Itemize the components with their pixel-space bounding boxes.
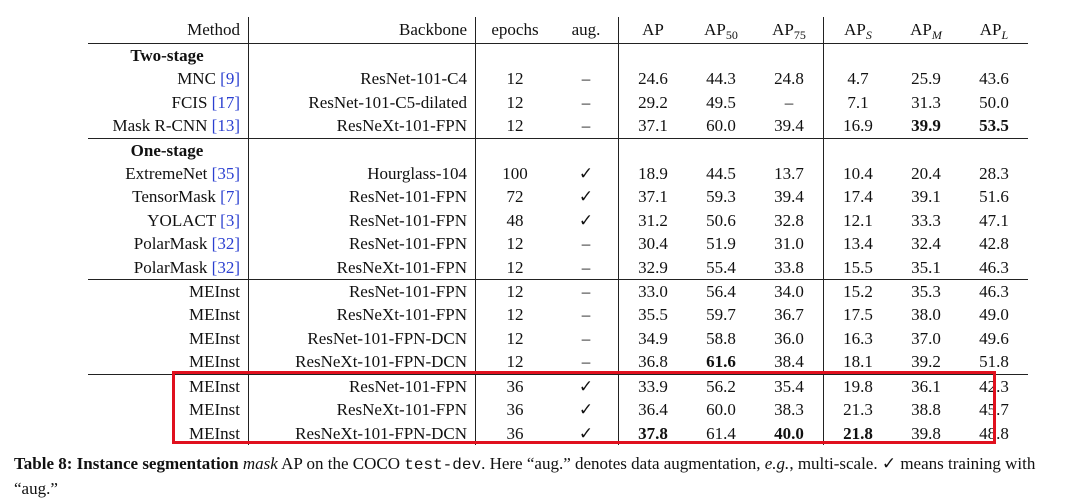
empty-cell xyxy=(687,44,755,68)
cell-aug: ✓ xyxy=(554,185,619,208)
cell-backbone: ResNet-101-C5-dilated xyxy=(249,91,476,114)
table-row xyxy=(88,350,1028,374)
method-name: PolarMask xyxy=(133,234,208,254)
cell-ap75: 39.4 xyxy=(755,185,824,208)
cell-backbone: ResNeXt-101-FPN xyxy=(249,114,476,138)
cell-ap50: 51.9 xyxy=(706,234,736,254)
cell-aug: – xyxy=(554,350,619,374)
table-row xyxy=(88,67,1028,90)
header-aug: aug. xyxy=(554,17,619,44)
cell-ap50: 61.4 xyxy=(706,423,736,443)
table-header-row xyxy=(88,17,1028,44)
cell-aps: 16.9 xyxy=(843,116,873,136)
method-name: YOLACT xyxy=(147,210,216,230)
cell-backbone: Hourglass-104 xyxy=(249,162,476,185)
method-name: MEInst xyxy=(189,305,240,325)
cell-epochs: 12 xyxy=(506,305,524,325)
header-ap75: $AP_{75}$ xyxy=(755,17,824,44)
header-ap50: $AP_{50}$ xyxy=(704,20,738,43)
cell-epochs: 12 xyxy=(506,92,524,112)
cell-method xyxy=(88,67,249,90)
cell-method xyxy=(88,162,249,185)
citation-link[interactable]: [35] xyxy=(211,164,240,184)
citation-link[interactable]: [7] xyxy=(220,187,240,207)
cell-method xyxy=(88,114,249,138)
group-label: Two-stage xyxy=(88,44,249,68)
header-backbone: Backbone xyxy=(249,17,476,44)
cell-epochs: 100 xyxy=(502,164,528,184)
cell-ap75: 38.3 xyxy=(755,398,824,421)
empty-cell xyxy=(554,138,619,162)
cell-aps: 18.1 xyxy=(843,352,873,372)
cell-backbone: ResNet-101-C4 xyxy=(249,67,476,90)
cell-method xyxy=(88,256,249,280)
cell-ap50: 60.0 xyxy=(706,400,736,420)
header-epochs: epochs xyxy=(491,20,539,40)
cell-apm: 38.0 xyxy=(911,305,941,325)
cell-ap: 32.9 xyxy=(638,257,668,277)
cell-apm: 39.1 xyxy=(911,187,941,207)
cell-ap75: 32.8 xyxy=(755,209,824,232)
cell-apl: 51.8 xyxy=(979,352,1009,372)
cell-backbone: ResNeXt-101-FPN xyxy=(249,256,476,280)
cell-backbone: ResNet-101-FPN xyxy=(249,374,476,398)
cell-apm: 39.9 xyxy=(911,116,941,136)
empty-cell xyxy=(619,138,688,162)
cell-apm: 35.3 xyxy=(892,280,960,304)
cell-epochs: 12 xyxy=(506,352,524,372)
header-aps-sub: S xyxy=(865,28,872,43)
method-name: MEInst xyxy=(189,352,240,372)
cell-aug: – xyxy=(554,67,619,90)
cell-aug: – xyxy=(554,256,619,280)
cell-ap: 36.8 xyxy=(638,352,668,372)
cell-aps: 13.4 xyxy=(843,234,873,254)
cell-ap75: 36.7 xyxy=(755,303,824,326)
cell-apm: 31.3 xyxy=(911,92,941,112)
empty-cell xyxy=(755,44,824,68)
cell-backbone: ResNeXt-101-FPN-DCN xyxy=(249,350,476,374)
cell-apm: 35.1 xyxy=(911,257,941,277)
cell-epochs: 12 xyxy=(506,257,524,277)
cell-aps: 19.8 xyxy=(824,374,893,398)
cell-ap: 34.9 xyxy=(638,328,668,348)
cell-method xyxy=(88,209,249,232)
method-name: MEInst xyxy=(189,376,240,396)
cell-ap50: 56.2 xyxy=(687,374,755,398)
cell-ap75: 34.0 xyxy=(755,280,824,304)
cell-aps: 17.4 xyxy=(843,187,873,207)
caption-mask: mask xyxy=(242,454,278,473)
cell-aug: – xyxy=(554,232,619,255)
empty-cell xyxy=(960,138,1028,162)
results-table xyxy=(88,17,1028,445)
cell-epochs: 12 xyxy=(506,328,524,348)
cell-apl: 46.3 xyxy=(960,280,1028,304)
cell-epochs: 12 xyxy=(506,116,524,136)
table-row xyxy=(88,280,1028,304)
cell-apl: 51.6 xyxy=(979,187,1009,207)
cell-apm: 20.4 xyxy=(911,164,941,184)
caption-title: Instance segmentation xyxy=(76,454,239,473)
cell-apl: 43.6 xyxy=(979,69,1009,89)
cell-backbone: ResNet-101-FPN xyxy=(249,185,476,208)
cell-ap50: 59.7 xyxy=(706,305,736,325)
empty-cell xyxy=(960,44,1028,68)
method-name: ExtremeNet xyxy=(125,164,208,184)
method-name: Mask R-CNN xyxy=(112,116,208,136)
cell-ap: 37.8 xyxy=(638,423,668,443)
cell-epochs: 36 xyxy=(506,400,524,420)
cell-apm: 38.8 xyxy=(911,400,941,420)
method-name: MEInst xyxy=(189,400,240,420)
caption-text-a: AP on the COCO xyxy=(277,454,405,473)
cell-apm: 32.4 xyxy=(911,234,941,254)
cell-apl: 42.8 xyxy=(979,234,1009,254)
citation-link[interactable]: [9] xyxy=(220,69,240,89)
cell-aps: 21.3 xyxy=(843,400,873,420)
cell-method xyxy=(88,422,249,445)
cell-apm: 33.3 xyxy=(911,210,941,230)
empty-cell xyxy=(824,138,893,162)
cell-epochs: 12 xyxy=(506,69,524,89)
cell-ap: 33.0 xyxy=(619,280,688,304)
empty-cell xyxy=(892,138,960,162)
cell-aps: 7.1 xyxy=(847,92,869,112)
cell-method xyxy=(88,398,249,421)
cell-ap: 35.5 xyxy=(638,305,668,325)
cell-aug: – xyxy=(554,91,619,114)
cell-aug: ✓ xyxy=(554,162,619,185)
cell-aps: 15.5 xyxy=(843,257,873,277)
method-name: MEInst xyxy=(189,282,240,302)
cell-ap75: 13.7 xyxy=(755,162,824,185)
cell-ap50: 44.3 xyxy=(706,69,736,89)
citation-link[interactable]: [32] xyxy=(211,257,240,277)
header-apl: $AP_L$ xyxy=(979,20,1009,43)
method-name: PolarMask xyxy=(133,257,208,277)
cell-apl: 53.5 xyxy=(979,116,1009,136)
cell-method xyxy=(88,280,249,304)
cell-aps: 21.8 xyxy=(843,423,873,443)
table-row xyxy=(88,374,1028,398)
empty-cell xyxy=(755,138,824,162)
method-name: FCIS xyxy=(171,92,208,112)
cell-aug: ✓ xyxy=(554,209,619,232)
header-method: Method xyxy=(88,17,249,44)
cell-ap75: 24.8 xyxy=(755,67,824,90)
cell-aps: 4.7 xyxy=(847,69,869,89)
table-row xyxy=(88,185,1028,208)
cell-ap50: 60.0 xyxy=(706,116,736,136)
caption-label: Table 8: xyxy=(14,454,73,473)
cell-apl: 45.7 xyxy=(979,400,1009,420)
cell-aug: – xyxy=(554,114,619,138)
cell-ap50: 58.8 xyxy=(706,328,736,348)
cell-backbone: ResNet-101-FPN xyxy=(249,209,476,232)
table-row xyxy=(88,114,1028,138)
cell-ap75: 31.0 xyxy=(755,232,824,255)
cell-ap: 18.9 xyxy=(638,164,668,184)
cell-ap75: 40.0 xyxy=(755,422,824,445)
table-row xyxy=(88,398,1028,421)
caption-text-c: , multi-scale. ✓ means training with “aug.” xyxy=(14,454,1036,498)
table-caption xyxy=(14,452,1074,500)
group-label-row xyxy=(88,138,1028,162)
cell-aug: – xyxy=(554,280,619,304)
cell-ap50: 44.5 xyxy=(706,164,736,184)
cell-epochs: 48 xyxy=(506,210,524,230)
header-ap75-sub: 75 xyxy=(793,28,806,43)
cell-aps: 15.2 xyxy=(824,280,893,304)
cell-method xyxy=(88,303,249,326)
cell-apm: 39.2 xyxy=(911,352,941,372)
cell-apl: 28.3 xyxy=(979,164,1009,184)
cell-ap50: 50.6 xyxy=(706,210,736,230)
method-name: MNC xyxy=(177,69,216,89)
cell-ap75: 35.4 xyxy=(755,374,824,398)
header-apm-sub: M xyxy=(931,28,942,43)
cell-aps: 12.1 xyxy=(843,210,873,230)
cell-apm: 39.8 xyxy=(911,423,941,443)
cell-ap: 31.2 xyxy=(638,210,668,230)
table-row xyxy=(88,422,1028,445)
cell-ap: 29.2 xyxy=(638,92,668,112)
empty-cell xyxy=(476,138,555,162)
cell-ap50: 59.3 xyxy=(706,187,736,207)
cell-apl: 50.0 xyxy=(979,92,1009,112)
table-row xyxy=(88,162,1028,185)
cell-epochs: 12 xyxy=(476,280,555,304)
table-row xyxy=(88,303,1028,326)
cell-apm: 37.0 xyxy=(911,328,941,348)
cell-apl: 49.6 xyxy=(979,328,1009,348)
cell-apm: 25.9 xyxy=(911,69,941,89)
header-apl-sub: L xyxy=(1001,28,1009,43)
cell-ap: 33.9 xyxy=(619,374,688,398)
empty-cell xyxy=(249,138,476,162)
method-name: TensorMask xyxy=(132,187,216,207)
cell-apm: 36.1 xyxy=(892,374,960,398)
cell-aug: ✓ xyxy=(554,374,619,398)
empty-cell xyxy=(249,44,476,68)
cell-method xyxy=(88,91,249,114)
cell-apl: 42.3 xyxy=(960,374,1028,398)
table-row xyxy=(88,209,1028,232)
empty-cell xyxy=(554,44,619,68)
cell-method xyxy=(88,374,249,398)
empty-cell xyxy=(687,138,755,162)
header-apm: $AP_M$ xyxy=(910,20,942,43)
cell-apl: 47.1 xyxy=(979,210,1009,230)
empty-cell xyxy=(476,44,555,68)
cell-aug: ✓ xyxy=(554,422,619,445)
cell-epochs: 36 xyxy=(476,374,555,398)
cell-ap75: 36.0 xyxy=(755,327,824,350)
cell-ap50: 61.6 xyxy=(706,352,736,372)
cell-backbone: ResNeXt-101-FPN-DCN xyxy=(249,422,476,445)
group-label: One-stage xyxy=(88,138,249,162)
cell-backbone: ResNet-101-FPN xyxy=(249,232,476,255)
cell-ap50: 49.5 xyxy=(706,92,736,112)
table-row xyxy=(88,327,1028,350)
cell-aps: 17.5 xyxy=(843,305,873,325)
cell-apl: 48.8 xyxy=(979,423,1009,443)
caption-eg: e.g. xyxy=(764,454,790,473)
cell-epochs: 12 xyxy=(506,234,524,254)
cell-method xyxy=(88,327,249,350)
cell-ap: 30.4 xyxy=(638,234,668,254)
cell-aps: 10.4 xyxy=(843,164,873,184)
cell-ap75: 39.4 xyxy=(755,114,824,138)
table-body xyxy=(88,44,1028,445)
method-name: MEInst xyxy=(189,423,240,443)
citation-link[interactable]: [17] xyxy=(211,92,240,112)
cell-ap75: 33.8 xyxy=(755,256,824,280)
cell-ap75: – xyxy=(755,91,824,114)
cell-ap75: 38.4 xyxy=(755,350,824,374)
cell-backbone: ResNet-101-FPN xyxy=(249,280,476,304)
empty-cell xyxy=(824,44,893,68)
caption-code: test-dev xyxy=(404,456,482,474)
cell-epochs: 36 xyxy=(506,423,524,443)
cell-backbone: ResNet-101-FPN-DCN xyxy=(249,327,476,350)
cell-aug: – xyxy=(554,327,619,350)
header-ap50-sub: 50 xyxy=(725,28,738,43)
cell-aug: ✓ xyxy=(554,398,619,421)
method-name: MEInst xyxy=(189,328,240,348)
table-row xyxy=(88,91,1028,114)
citation-link[interactable]: [3] xyxy=(220,210,240,230)
cell-ap: 37.1 xyxy=(638,116,668,136)
cell-epochs: 72 xyxy=(506,187,524,207)
cell-backbone: ResNeXt-101-FPN xyxy=(249,303,476,326)
header-ap: AP xyxy=(642,20,664,40)
cell-method xyxy=(88,232,249,255)
group-label-row xyxy=(88,44,1028,68)
cell-aug: – xyxy=(554,303,619,326)
empty-cell xyxy=(892,44,960,68)
cell-aps: 16.3 xyxy=(843,328,873,348)
cell-backbone: ResNeXt-101-FPN xyxy=(249,398,476,421)
cell-method xyxy=(88,185,249,208)
empty-cell xyxy=(619,44,688,68)
cell-ap50: 55.4 xyxy=(706,257,736,277)
cell-ap50: 56.4 xyxy=(687,280,755,304)
cell-apl: 46.3 xyxy=(979,257,1009,277)
header-aps: $AP_S$ xyxy=(844,20,872,43)
cell-apl: 49.0 xyxy=(979,305,1009,325)
table-row xyxy=(88,232,1028,255)
cell-method xyxy=(88,350,249,374)
caption-text-b: . Here “aug.” denotes data augmentation, xyxy=(481,454,765,473)
cell-ap: 24.6 xyxy=(638,69,668,89)
citation-link[interactable]: [13] xyxy=(211,116,240,136)
cell-ap: 37.1 xyxy=(638,187,668,207)
citation-link[interactable]: [32] xyxy=(211,234,240,254)
results-table-container xyxy=(88,17,1080,445)
cell-ap: 36.4 xyxy=(638,400,668,420)
table-row xyxy=(88,256,1028,280)
